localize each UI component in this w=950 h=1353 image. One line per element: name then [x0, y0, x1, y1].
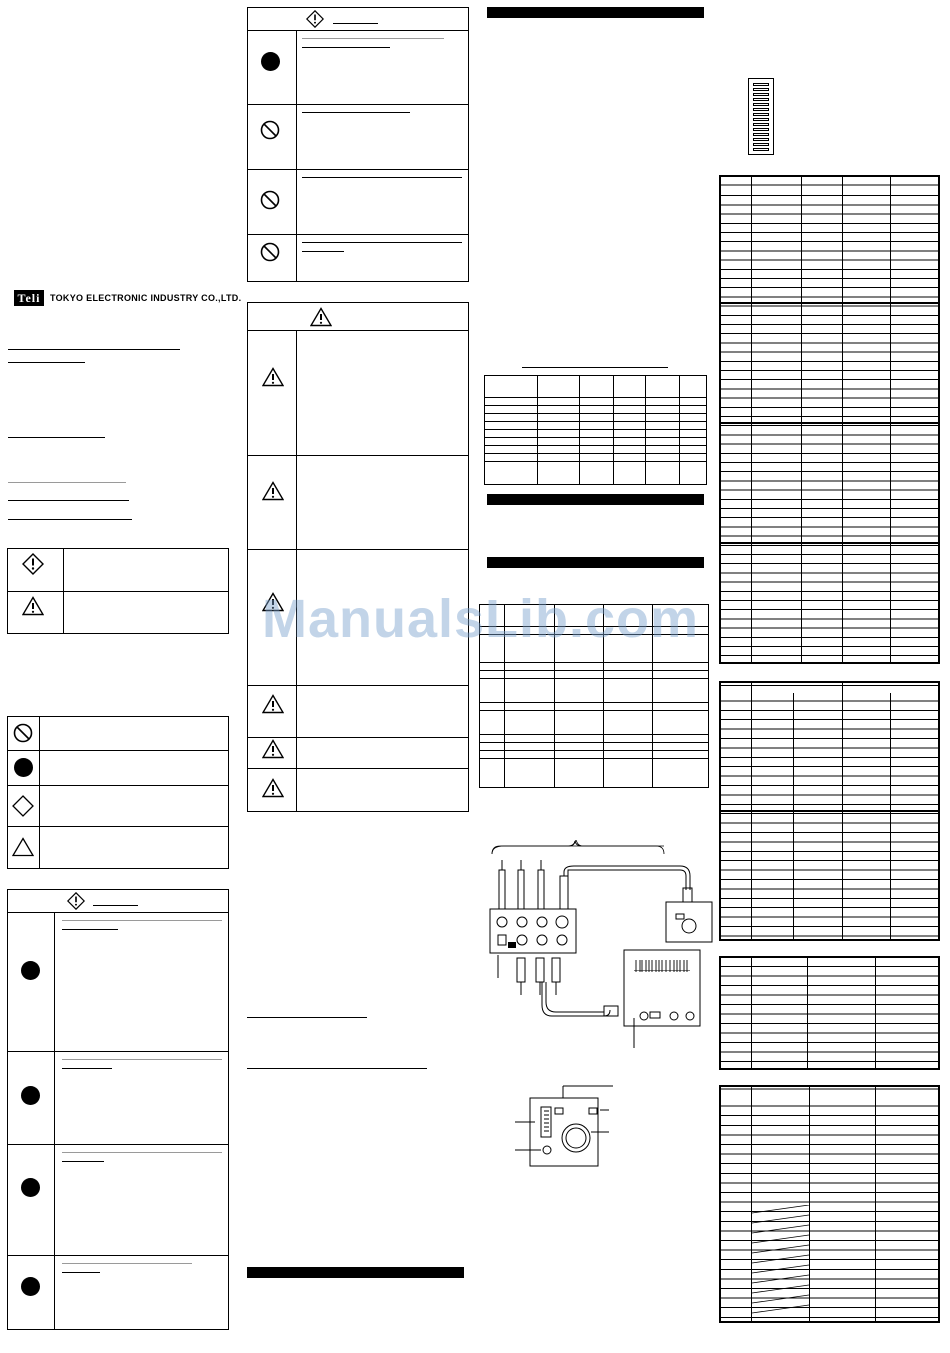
heading-rule [8, 519, 132, 520]
warning-triangle-icon [22, 596, 44, 616]
mandatory-action-icon [21, 961, 40, 980]
company-logo [14, 290, 241, 306]
warning-triangle-icon [262, 481, 284, 501]
section-heading-bar [487, 7, 704, 18]
warning-triangle-icon [262, 367, 284, 387]
specification-table [484, 375, 707, 485]
warning-triangle-icon [262, 739, 284, 759]
heading-rule [8, 482, 126, 483]
warning-triangle-icon [262, 694, 284, 714]
watermark: ManualsLib.com [262, 589, 700, 649]
output-setting-table-rows [719, 956, 940, 1070]
heading-rule [247, 1017, 367, 1018]
heading-rule [8, 362, 85, 363]
caution-diamond-outline-icon [12, 795, 34, 817]
company-name: TOKYO ELECTRONIC INDUSTRY CO.,LTD. [50, 293, 242, 303]
caution-diamond-icon [306, 10, 324, 28]
prohibited-icon [260, 242, 280, 262]
teli-logo-mark: Teli [14, 290, 44, 306]
mandatory-action-icon [261, 52, 280, 71]
caution-diamond-icon [22, 553, 44, 575]
caution-diamond-icon [67, 892, 85, 910]
warning-triangle-icon [262, 778, 284, 798]
section-heading-bar [247, 1267, 464, 1278]
warning-triangle-icon [310, 307, 332, 327]
heading-rule [247, 1068, 427, 1069]
heading-rule [8, 349, 180, 350]
mandatory-action-icon [21, 1178, 40, 1197]
prohibited-icon [260, 190, 280, 210]
heading-rule [8, 437, 105, 438]
dip-switch-diagram [748, 78, 774, 155]
gain-table-hatching [752, 1205, 809, 1315]
prohibited-icon [260, 120, 280, 140]
camera-rear-panel-diagram [505, 1080, 620, 1170]
system-connection-diagram [484, 840, 714, 1060]
danger-prohibitions-table [247, 7, 469, 282]
pictogram-legend-table [7, 716, 229, 869]
switch-setting-table-rows [719, 175, 940, 664]
mandatory-action-icon [21, 1277, 40, 1296]
section-heading-bar [487, 557, 704, 568]
warning-triangle-outline-icon [12, 837, 34, 857]
prohibited-icon [13, 723, 33, 743]
mandatory-action-icon [21, 1086, 40, 1105]
section-heading-bar [487, 494, 704, 505]
heading-rule [8, 500, 129, 501]
mandatory-action-icon [14, 758, 33, 777]
